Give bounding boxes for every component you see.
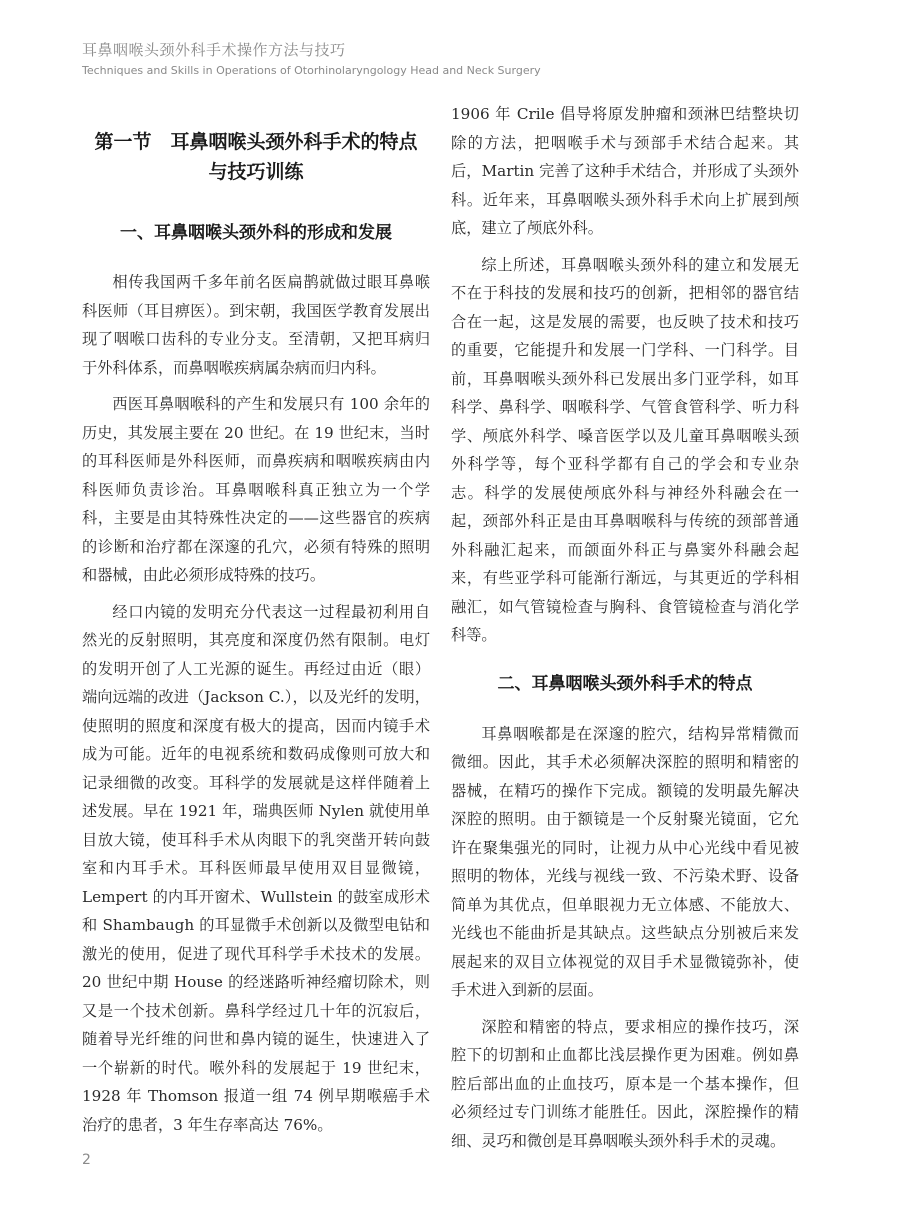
section-title (82, 127, 430, 187)
section-title-line-1: 第一节 耳鼻咽喉头颈外科手术的特点 (94, 131, 418, 153)
paragraph: 综上所述，耳鼻咽喉头颈外科的建立和发展无不在于科技的发展和技巧的创新，把相邻的器官结合在一起，这是发展的需要，也反映了技术和技巧的重要，它能提升和发展一门学科、一门科学。目前，耳鼻咽喉头颈外科已发展出多门亚学科，如耳科学、鼻科学、咽喉科学、气管食管科学、听力科学、颅底外科学、嗓音医学以及儿童耳鼻咽喉头颈外科学等，每个亚科学都有自己的学会和专业杂志。科学的发展使颅底外科与神经外科融会在一起，颈部外科正是由耳鼻咽喉科与传统的颈部普通外科融汇起来，而颌面外科正与鼻窦外科融会起来，有些亚学科可能渐行渐远，与其更近的学科相融汇，如气管镜检查与胸科、食管镜检查与消化学科等。 (451, 255, 799, 644)
right-column (451, 100, 799, 1163)
paragraph-continuation: 1906 年 Crile 倡导将原发肿瘤和颈淋巴结整块切除的方法，把咽喉手术与颈部手术结合起来。其后，Martin 完善了这种手术结合，并形成了头颈外科。近年来，耳鼻咽喉头颈外科手术向上扩展到颅底，建立了颅底外科。 (451, 105, 799, 237)
paragraph: 相传我国两千多年前名医扁鹊就做过眼耳鼻喉科医师（耳目痹医）。到宋朝，我国医学教育发展出现了咽喉口齿科的专业分支。至清朝，又把耳病归于外科体系，而鼻咽喉疾病属杂病而归内科。 (82, 273, 430, 377)
subsection-1-heading: 一、耳鼻咽喉头颈外科的形成和发展 (120, 223, 392, 243)
subsection-2-heading: 二、耳鼻咽喉头颈外科手术的特点 (497, 673, 753, 694)
left-column (82, 100, 430, 1147)
paragraph: 深腔和精密的特点，要求相应的操作技巧，深腔下的切割和止血都比浅层操作更为困难。例如鼻腔后部出血的止血技巧，原本是一个基本操作，但必须经过专门训练才能胜任。因此，深腔操作的精细、灵巧和微创是耳鼻咽喉头颈外科手术的灵魂。 (451, 1017, 799, 1150)
running-head (82, 40, 541, 79)
paragraph: 耳鼻咽喉都是在深邃的腔穴，结构异常精微而微细。因此，其手术必须解决深腔的照明和精密的器械，在精巧的操作下完成。额镜的发明最先解决深腔的照明。由于额镜是一个反射聚光镜面，它允许在聚集强光的同时，让视力从中心光线中看见被照明的物体，光线与视线一致、不污染术野、设备简单为其优点，但单眼视力无立体感、不能放大、光线也不能曲折是其缺点。这些缺点分别被后来发展起来的双目立体视觉的双目手术显微镜弥补，使手术进入到新的层面。 (451, 724, 799, 999)
section-title-line-2: 与技巧训练 (208, 161, 304, 183)
paragraph: 经口内镜的发明充分代表这一过程最初利用自然光的反射照明，其亮度和深度仍然有限制。电灯的发明开创了人工光源的诞生。再经过由近（眼）端向远端的改进（Jackson C.），以及光纤的发明，使照明的照度和深度有极大的提高，因而内镜手术成为可能。近年的电视系统和数码成像则可放大和记录细微的改变。耳科学的发展就是这样伴随着上述发展。早在 1921 年，瑞典医师 Nylen 就使用单目放大镜，使耳科手术从肉眼下的乳突凿开转向鼓室和内耳手术。耳科医师最早使用双目显微镜，Lempert 的内耳开窗术、Wullstein 的鼓室成形术和 Shambaugh 的耳显微手术创新以及微型电钻和激光的使用，促进了现代耳科学手术技术的发展。20 世纪中期 House 的经迷路听神经瘤切除术，则又是一个技术创新。鼻科学经过几十年的沉寂后，随着导光纤维的问世和鼻内镜的诞生，快速进入了一个崭新的时代。喉外科的发展起于 19 世纪末，1928 年 Thomson 报道一组 74 例早期喉癌手术治疗的患者，3 年生存率高达 76%。 (82, 602, 430, 1134)
page-number: 2 (82, 1152, 91, 1168)
running-head-title-en: Techniques and Skills in Operations of Otorhinolaryngology Head and Neck Surgery (82, 64, 541, 77)
paragraph: 西医耳鼻咽喉科的产生和发展只有 100 余年的历史，其发展主要在 20 世纪。在 19 世纪末，当时的耳科医师是外科医师，而鼻疾病和咽喉疾病由内科医师负责诊治。耳鼻咽喉科真正独立为一个学科，主要是由其特殊性决定的——这些器官的疾病的诊断和治疗都在深邃的孔穴，必须有特殊的照明和器械，由此必须形成特殊的技巧。 (82, 395, 430, 584)
running-head-title-cn: 耳鼻咽喉头颈外科手术操作方法与技巧 (82, 41, 346, 59)
